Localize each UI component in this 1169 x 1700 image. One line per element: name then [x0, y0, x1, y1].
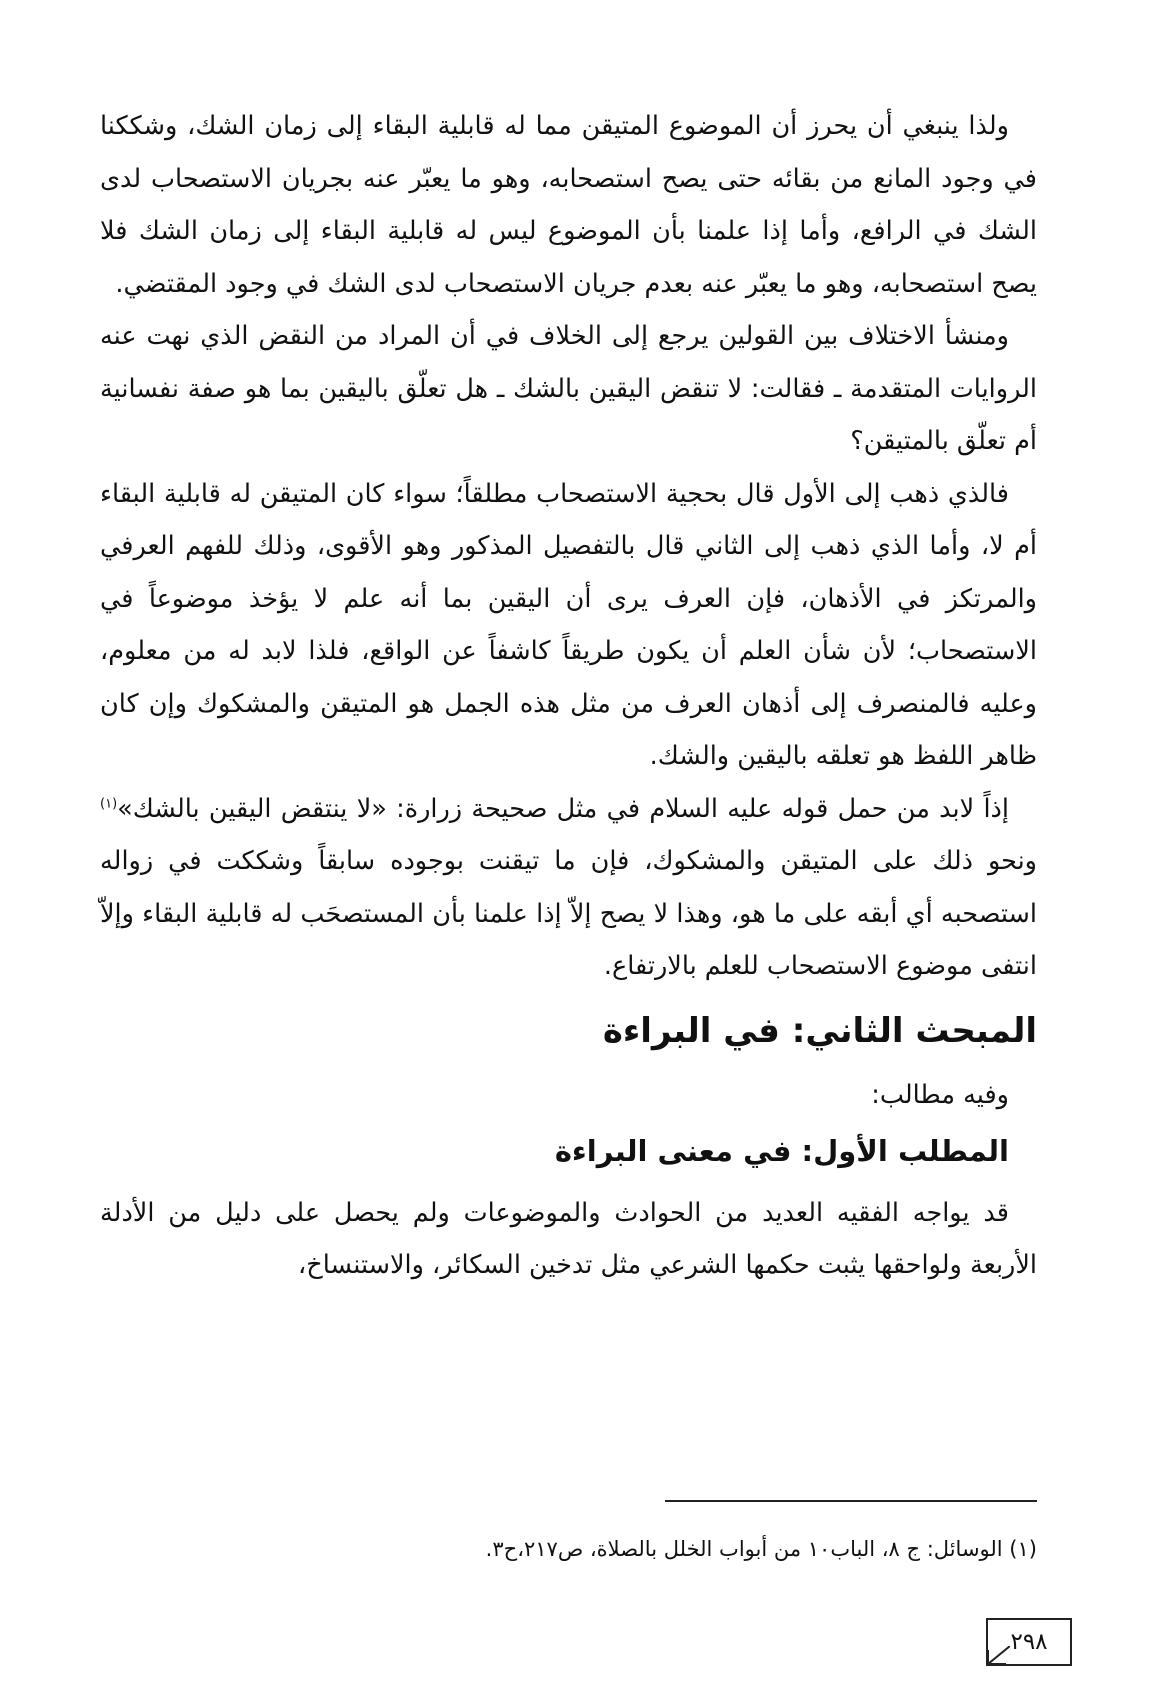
paragraph-4-text-after-note: ونحو ذلك على المتيقن والمشكوك، فإن ما تيقنت بوجوده سابقاً وشككت في زواله استصحبه أي أبقه على ما هو، وهذا لا يصح إلاّ إذا علمنا بأن المستصحَب له قابلية البقاء وإلاّ انتفى موضوع الاستصحاب للعلم بالارتفاع.: [100, 846, 1037, 981]
paragraph-2: ومنشأ الاختلاف بين القولين يرجع إلى الخلاف في أن المراد من النقض الذي نهت عنه الروايات المتقدمة ـ فقالت: لا تنقض اليقين بالشك ـ هل تعلّق باليقين بما هو صفة نفسانية أم تعلّق بالمتيقن؟: [100, 321, 1037, 456]
paragraph-3: فالذي ذهب إلى الأول قال بحجية الاستصحاب مطلقاً؛ سواء كان المتيقن له قابلية البقاء أم لا، وأما الذي ذهب إلى الثاني قال بالتفصيل المذكور وهو الأقوى، وذلك للفهم العرفي والمرتكز في الأذهان، فإن العرف يرى أن اليقين بما أنه علم لا يؤخذ موضوعاً في الاستصحاب؛ لأن شأن العلم أن يكون طريقاً كاشفاً عن الواقع، فلذا لابد له من معلوم، وعليه فالمنصرف إلى أذهان العرف من مثل هذه الجمل هو المتيقن والمشكوك وإن كان ظاهر اللفظ هو تعلقه باليقين والشك.: [100, 478, 1037, 771]
paragraph-4-text-before-note: إذاً لابد من حمل قوله عليه السلام في مثل صحيحة زرارة: «لا ينتقض اليقين بالشك»: [117, 793, 1009, 824]
page-corner-icon: [988, 1646, 1010, 1664]
page-number: ٢٩٨: [1010, 1629, 1048, 1655]
footnote: (١) الوسائل: ج ٨، الباب١٠ من أبواب الخلل بالصلاة، ص٢١٧،ح٣.: [485, 1537, 1037, 1561]
document-page: [100, 100, 1048, 1660]
paragraph-4: [100, 783, 1037, 993]
section-heading: المبحث الثاني: في البراءة: [602, 1010, 1037, 1051]
subsection-heading: المطلب الأول: في معنى البراءة: [554, 1133, 1009, 1168]
sub-intro-text: وفيه مطالب:: [871, 1079, 1009, 1110]
page-number-box: [986, 1618, 1072, 1666]
paragraph-1: ولذا ينبغي أن يحرز أن الموضوع المتيقن مما له قابلية البقاء إلى زمان الشك، وشككنا في وجود المانع من بقائه حتى يصح استصحابه، وهو ما يعبّر عنه بجريان الاستصحاب لدى الشك في الرافع، وأما إذا علمنا بأن الموضوع ليس له قابلية البقاء إلى زمان الشك فلا يصح استصحابه، وهو ما يعبّر عنه بعدم جريان الاستصحاب لدى الشك في وجود المقتضي.: [100, 111, 1037, 299]
footnote-marker[interactable]: (١): [100, 796, 118, 811]
paragraph-5: قد يواجه الفقيه العديد من الحوادث والموضوعات ولم يحصل على دليل من الأدلة الأربعة ولواحقها يثبت حكمها الشرعي مثل تدخين السكائر، والاستنساخ،: [100, 1197, 1037, 1280]
footnote-divider: [665, 1500, 1037, 1502]
